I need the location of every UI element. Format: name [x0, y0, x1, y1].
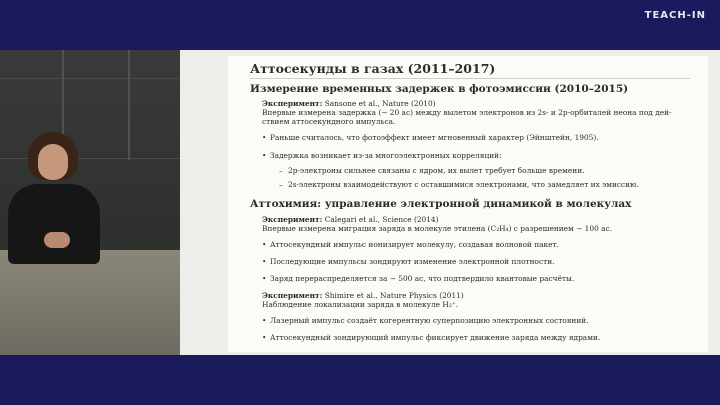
experiment-label: Эксперимент:	[262, 215, 323, 224]
teachin-logo: TEACH-IN	[644, 10, 706, 21]
bullet-item: • Лазерный импульс создаёт когерентную суперпозицию электронных состояний.	[270, 316, 589, 325]
chalkboard-edge	[0, 78, 180, 79]
experiment-line	[262, 215, 439, 224]
lecturer-body	[8, 184, 100, 264]
experiment-source: Sansone et al., Nature (2010)	[324, 99, 436, 108]
experiment-source: Shimire et al., Nature Physics (2011)	[324, 291, 464, 300]
description-line: ствием аттосекундного импульса.	[262, 117, 396, 126]
sub-bullet-item: – 2p-электроны сильнее связаны с ядром, их вылет требует больше времени.	[288, 166, 584, 175]
bullet-item: • Последующие импульсы зондируют изменение электронной плотности.	[270, 257, 555, 266]
section-heading-attochemistry: Аттохимия: управление электронной динамикой в молекулах	[250, 198, 632, 210]
lecturer-camera-view	[0, 50, 180, 355]
title-divider	[250, 78, 690, 79]
experiment-line	[262, 291, 464, 300]
bullet-item: • Заряд перераспределяется за ∼ 500 ас, что подтвердило квантовые расчёты.	[270, 274, 574, 283]
description-line: Впервые измерена задержка (∼ 20 ас) между вылетом электронов из 2s- и 2p-орбиталей неона под дей-	[262, 108, 672, 117]
lecturer-hands	[44, 232, 70, 248]
bullet-item: • Аттосекундный зондирующий импульс фиксирует движение заряда между ядрами.	[270, 333, 600, 342]
bullet-item: • Задержка возникает из-за многоэлектронных корреляций:	[270, 151, 502, 160]
experiment-line	[262, 99, 436, 108]
lecturer-face	[38, 144, 68, 180]
presentation-slide	[180, 50, 720, 355]
description-line: Наблюдение локализации заряда в молекуле H₂⁺.	[262, 300, 459, 309]
bullet-item: • Раньше считалось, что фотоэффект имеет мгновенный характер (Эйнштейн, 1905).	[270, 133, 599, 142]
lecturer	[8, 132, 108, 292]
video-frame[interactable]	[0, 50, 720, 355]
sub-bullet-item: – 2s-электроны взаимодействуют с оставшимися электронами, что замедляет их эмиссию.	[288, 180, 639, 189]
chalkboard-divider	[128, 50, 130, 160]
slide-title: Аттосекунды в газах (2011–2017)	[250, 61, 496, 76]
description-line: Впервые измерена миграция заряда в молекуле этилена (C₂H₄) с разрешением ∼ 100 ас.	[262, 224, 613, 233]
experiment-source: Calegari et al., Science (2014)	[324, 215, 439, 224]
section-heading-photoemission: Измерение временных задержек в фотоэмиссии (2010–2015)	[250, 83, 629, 95]
experiment-label: Эксперимент:	[262, 99, 323, 108]
bullet-item: • Аттосекундный импульс ионизирует молекулу, создавая волновой пакет.	[270, 240, 559, 249]
slide-content	[228, 56, 708, 352]
experiment-label: Эксперимент:	[262, 291, 323, 300]
